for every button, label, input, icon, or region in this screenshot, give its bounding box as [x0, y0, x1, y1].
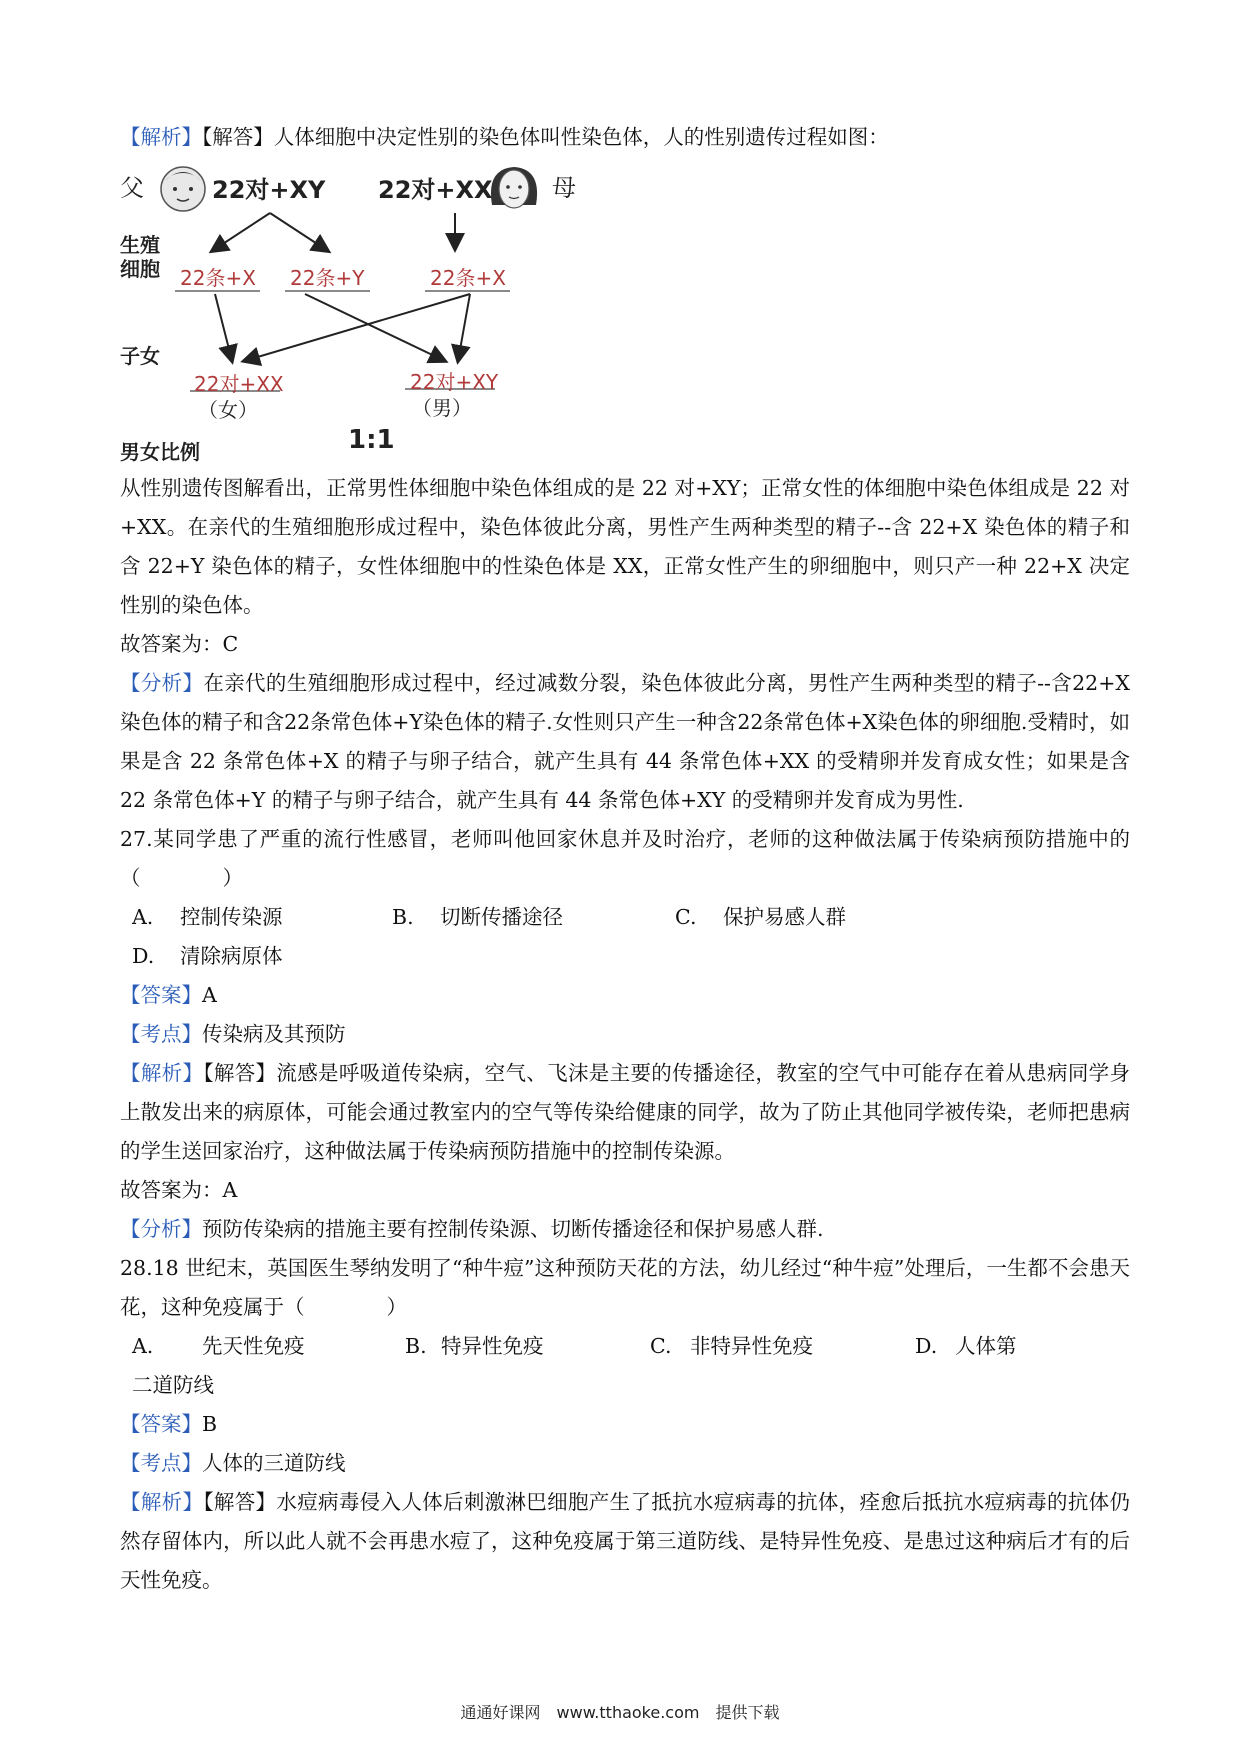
- father-label: 父: [120, 174, 144, 202]
- q28-option-d-continued: 二道防线: [132, 1373, 214, 1397]
- mother-genotype: 22对+XX: [378, 176, 493, 204]
- q27-option-a: A. 控制传染源: [132, 905, 283, 929]
- q27-options-row-1: [120, 898, 1130, 937]
- gamete-1: 22条+X: [180, 266, 256, 290]
- gamete-3: 22条+X: [430, 266, 506, 290]
- q27-stem: 27.某同学患了严重的流行性感冒，老师叫他回家休息并及时治疗，老师的这种做法属于传染病预防措施中的（ ）: [120, 827, 1130, 890]
- ratio-label: 男女比例: [120, 440, 200, 464]
- q28-option-d: D. 人体第: [915, 1334, 1017, 1358]
- q28-option-c: C. 非特异性免疫: [650, 1334, 813, 1358]
- q27-explanation: 【解析】【解答】流感是呼吸道传染病，空气、飞沫是主要的传播途径，教室的空气中可能存在着从患病同学身上散发出来的病原体，可能会通过教室内的空气等传染给健康的同学，故为了防止其他同学被传染，老师把患病的学生送回家治疗，这种做法属于传染病预防措施中的控制传染源。: [120, 1061, 1130, 1163]
- father-avatar-icon: [161, 167, 205, 211]
- q27-option-c: C. 保护易感人群: [675, 905, 846, 929]
- child-2-genotype: 22对+XY: [410, 370, 499, 394]
- page-footer: 通通好课网 www.tthaoke.com 提供下载: [460, 1703, 780, 1722]
- section1-analysis: [120, 664, 1130, 820]
- child-1-genotype: 22对+XX: [194, 372, 284, 396]
- q28-answer: 【答案】B: [120, 1412, 218, 1436]
- section1-body: 从性别遗传图解看出，正常男性体细胞中染色体组成的是 22 对+XY；正常女性的体细胞中染色体组成是 22 对+XX。在亲代的生殖细胞形成过程中，染色体彼此分离，男性产生两种类型的精子--含 22+X 染色体的精子和含 22+Y 染色体的精子，女性体细胞中的性染色体是 XX，正常女性产生的卵细胞中，则只产一种 22+X 决定性别的染色体。: [120, 476, 1130, 617]
- intro-text: 人体细胞中决定性别的染色体叫性染色体，人的性别遗传过程如图：: [273, 125, 889, 149]
- mother-avatar-icon: [491, 167, 537, 208]
- germ-cell-label-1: 生殖: [120, 233, 160, 257]
- q27-point: 【考点】传染病及其预防: [120, 1022, 346, 1046]
- analysis-text: 在亲代的生殖细胞形成过程中，经过减数分裂，染色体彼此分离，男性产生两种类型的精子--含22+X染色体的精子和含22条常色体+Y染色体的精子.女性则只产生一种含22条常色体+X染色体的卵细胞.受精时，如果是含 22 条常色体+X 的精子与卵子结合，就产生具有 44 条常色体+XX 的受精卵并发育成女性；如果是含 22 条常色体+Y 的精子与卵子结合，就产生具有 44 条常色体+XY 的受精卵并发育成为男性.: [120, 671, 1130, 812]
- q28-options-row-1: [120, 1327, 1130, 1366]
- q28-explanation: 【解析】【解答】水痘病毒侵入人体后刺激淋巴细胞产生了抵抗水痘病毒的抗体，痊愈后抵抗水痘病毒的抗体仍然存留体内，所以此人就不会再患水痘了，这种免疫属于第三道防线、是特异性免疫、是患过这种病后才有的后天性免疫。: [120, 1490, 1130, 1592]
- q27-answer: 【答案】A: [120, 983, 217, 1007]
- page-content: [120, 118, 1130, 1600]
- ratio-value: 1:1: [348, 425, 395, 455]
- q28-stem: 28.18 世纪末，英国医生琴纳发明了“种牛痘”这种预防天花的方法，幼儿经过“种牛痘”处理后，一生都不会患天花，这种免疫属于（ ）: [120, 1256, 1130, 1319]
- father-genotype: 22对+XY: [212, 176, 326, 204]
- q28-option-a: A. 先天性免疫: [132, 1334, 305, 1358]
- q27-analysis: 【分析】预防传染病的措施主要有控制传染源、切断传播途径和保护易感人群.: [120, 1217, 824, 1241]
- q27-option-b: B. 切断传播途径: [392, 905, 563, 929]
- section1-intro: [120, 118, 1130, 157]
- q27-final-answer: 故答案为：A: [120, 1178, 238, 1202]
- q27-option-d: D. 清除病原体: [132, 944, 283, 968]
- jiexi-tag: 【解析】: [120, 125, 202, 149]
- sex-inheritance-diagram: [120, 161, 720, 463]
- q27-options-row-2: [120, 937, 1130, 976]
- q28-options-row-2: [120, 1366, 1130, 1405]
- q28-point: 【考点】人体的三道防线: [120, 1451, 346, 1475]
- jieda-tag: 【解答】: [202, 125, 274, 149]
- child-2-sex: （男）: [412, 396, 472, 420]
- germ-cell-label-2: 细胞: [120, 257, 160, 281]
- child-1-sex: （女）: [198, 398, 258, 422]
- analysis-tag: 【分析】: [120, 671, 204, 695]
- section1-answer: 故答案为：C: [120, 632, 239, 656]
- gamete-2: 22条+Y: [290, 266, 365, 290]
- q28-option-b: B. 特异性免疫: [405, 1334, 544, 1358]
- offspring-label: 子女: [120, 344, 160, 368]
- mother-label: 母: [552, 174, 576, 202]
